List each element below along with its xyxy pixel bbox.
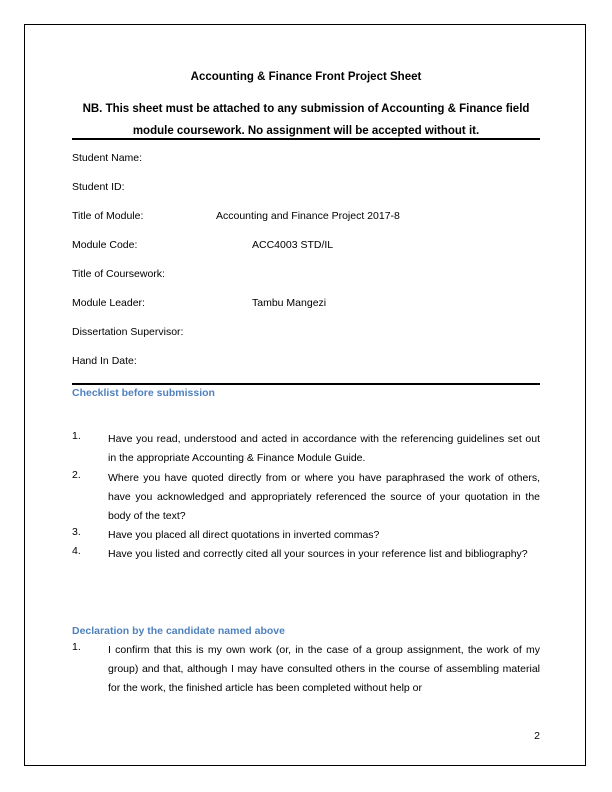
declaration-item: I confirm that this is my own work (or, in the case of a group assignment, the work of my group) and that, although I may have consulted others in the course of assembling material for the work, the finished article has been completed without help or [108, 644, 540, 694]
module-code-value: ACC4003 STD/IL [252, 239, 334, 251]
fields-divider [72, 383, 540, 385]
top-divider [72, 138, 540, 140]
module-leader-value: Tambu Mangezi [252, 297, 327, 309]
checklist-number: 2. [72, 469, 81, 481]
student-name-label: Student Name: [72, 152, 143, 164]
checklist-item: Have you read, understood and acted in accordance with the referencing guidelines set out in the appropriate Accounting & Finance Module Guide. [108, 433, 540, 464]
checklist-number: 4. [72, 545, 81, 557]
declaration-number: 1. [72, 641, 81, 653]
module-title-label: Title of Module: [72, 210, 144, 222]
checklist-item: Have you placed all direct quotations in inverted commas? [108, 529, 380, 541]
student-id-label: Student ID: [72, 181, 125, 193]
checklist-heading: Checklist before submission [72, 387, 215, 399]
hand-in-date-label: Hand In Date: [72, 355, 137, 367]
checklist-item: Have you listed and correctly cited all your sources in your reference list and bibliography? [108, 548, 528, 560]
module-code-label: Module Code: [72, 239, 138, 251]
declaration-heading: Declaration by the candidate named above [72, 625, 285, 637]
checklist-item: Where you have quoted directly from or where you have paraphrased the work of others, have you acknowledged and appropriately referenced the source of your quotation in the body of the text? [108, 472, 540, 522]
page-number: 2 [534, 730, 540, 742]
checklist-number: 1. [72, 430, 81, 442]
checklist-number: 3. [72, 526, 81, 538]
supervisor-label: Dissertation Supervisor: [72, 326, 184, 338]
coursework-title-label: Title of Coursework: [72, 268, 165, 280]
page-title: Accounting & Finance Front Project Sheet [190, 71, 422, 83]
module-title-value: Accounting and Finance Project 2017-8 [216, 210, 400, 222]
module-leader-label: Module Leader: [72, 297, 145, 309]
submission-notice: NB. This sheet must be attached to any submission of Accounting & Finance field module coursework. No assignment will be accepted without it. [82, 103, 530, 137]
